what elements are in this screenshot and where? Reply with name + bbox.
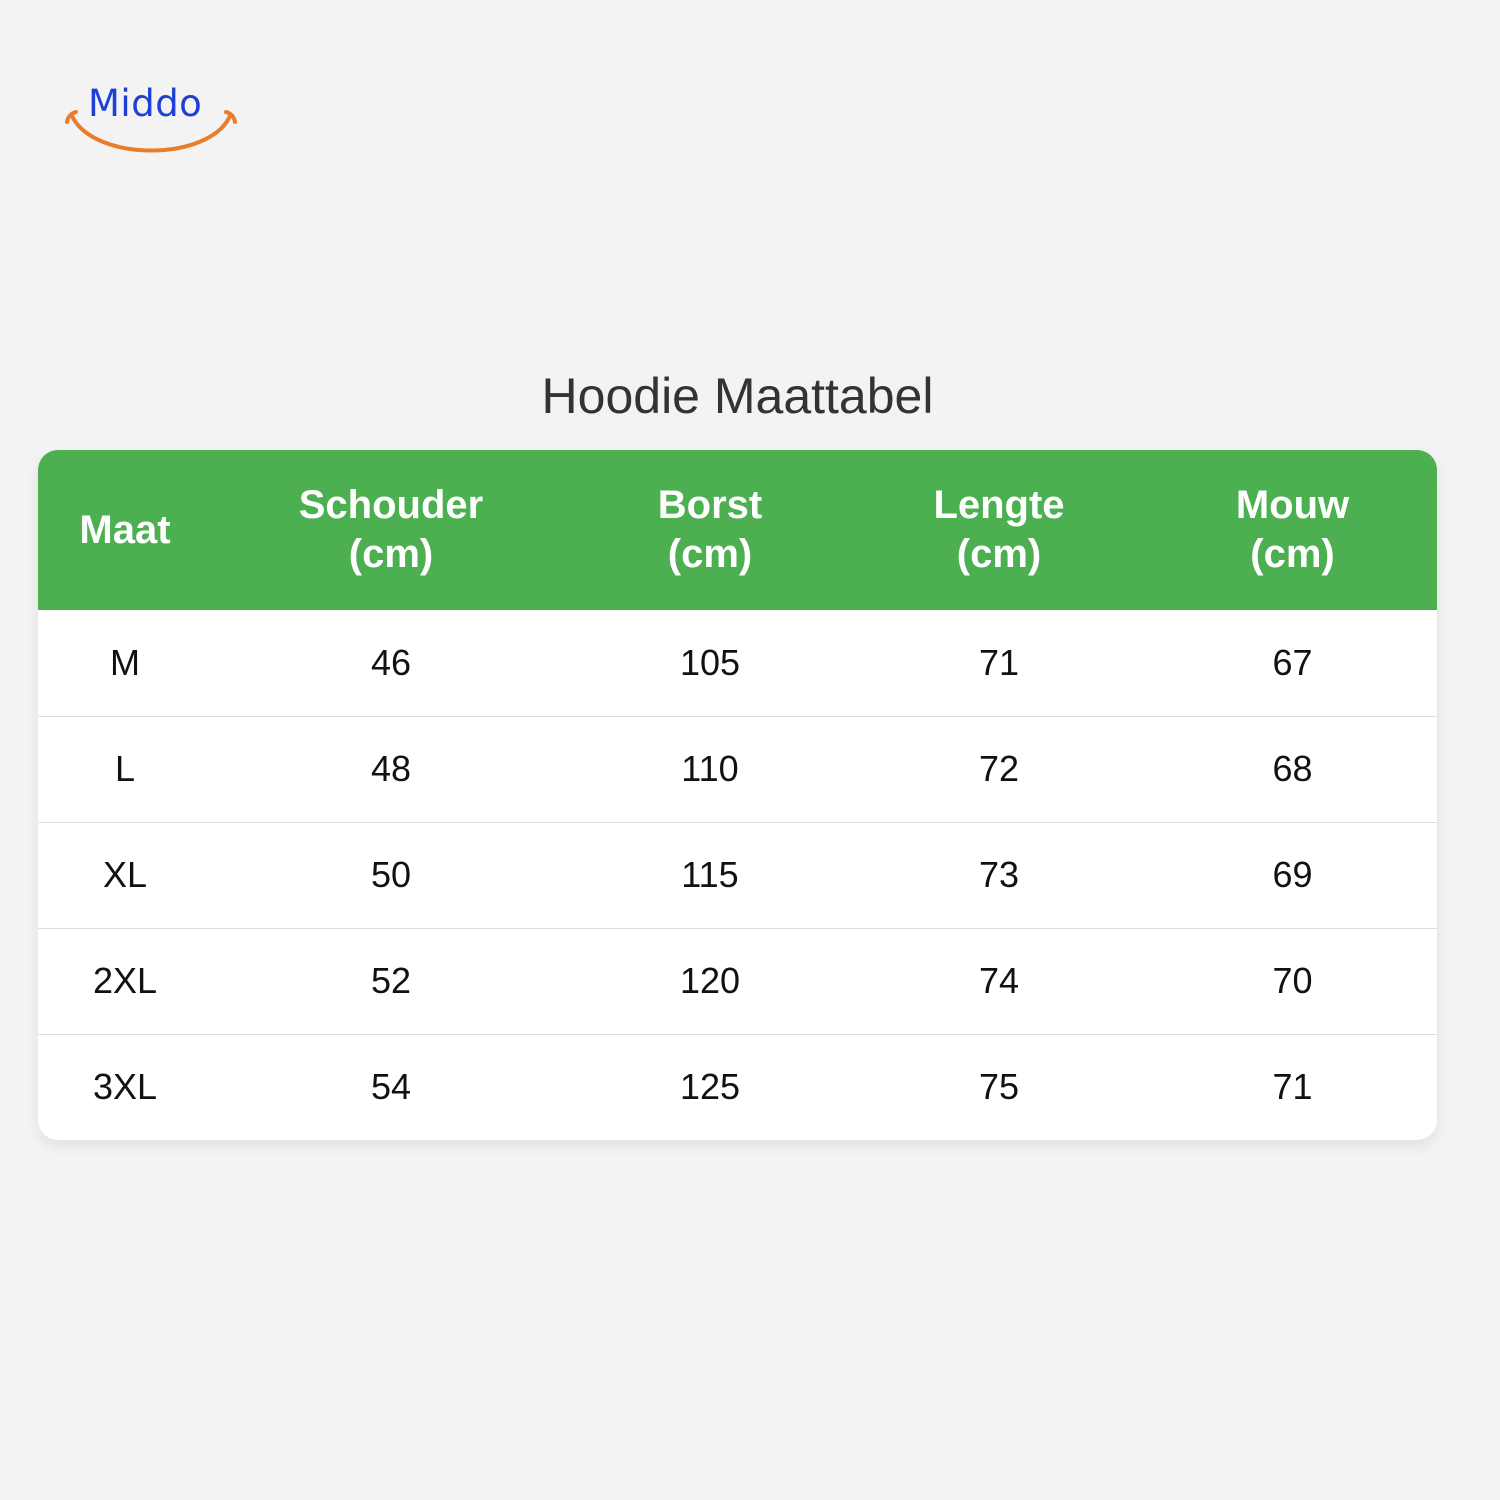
header-borst-unit: (cm) xyxy=(667,532,753,576)
cell-maat: 3XL xyxy=(92,1066,158,1108)
middo-logo xyxy=(64,80,239,160)
table-row xyxy=(38,610,1437,716)
header-schouder-unit: (cm) xyxy=(348,532,434,576)
cell-lengte: 73 xyxy=(978,854,1020,895)
header-borst xyxy=(570,450,850,610)
cell-borst: 105 xyxy=(679,641,741,683)
cell-borst: 110 xyxy=(681,748,739,789)
size-table-card xyxy=(38,450,1437,1140)
cell-borst: 125 xyxy=(679,1066,741,1108)
header-mouw xyxy=(1148,450,1437,610)
cell-borst: 120 xyxy=(679,960,741,1001)
header-borst-label: Borst xyxy=(657,483,763,527)
cell-schouder: 46 xyxy=(370,641,412,683)
cell-mouw: 69 xyxy=(1272,854,1313,895)
cell-lengte: 71 xyxy=(978,641,1020,683)
table-body xyxy=(38,610,1437,1140)
cell-maat: XL xyxy=(102,854,148,895)
header-mouw-unit: (cm) xyxy=(1250,532,1335,576)
cell-maat: M xyxy=(110,641,140,683)
table-row xyxy=(38,822,1437,928)
table-header xyxy=(38,450,1437,610)
cell-mouw: 67 xyxy=(1272,641,1313,683)
page-title: Hoodie Maattabel xyxy=(541,368,934,424)
cell-mouw: 68 xyxy=(1272,748,1313,789)
header-row xyxy=(38,450,1437,610)
table-row xyxy=(38,716,1437,822)
header-maat-label: Maat xyxy=(79,507,171,552)
header-lengte xyxy=(850,450,1148,610)
logo-text: Middo xyxy=(88,82,203,125)
cell-lengte: 75 xyxy=(978,1066,1020,1108)
header-schouder-label: Schouder xyxy=(298,483,484,527)
cell-borst: 115 xyxy=(681,854,739,895)
size-table xyxy=(38,450,1437,1140)
cell-schouder: 48 xyxy=(370,748,412,789)
cell-mouw: 71 xyxy=(1272,1066,1313,1108)
cell-schouder: 52 xyxy=(370,960,412,1001)
cell-maat: 2XL xyxy=(92,960,158,1001)
cell-lengte: 74 xyxy=(978,960,1020,1001)
header-mouw-label: Mouw xyxy=(1235,483,1350,527)
header-lengte-unit: (cm) xyxy=(956,532,1042,576)
cell-mouw: 70 xyxy=(1272,960,1313,1001)
cell-schouder: 54 xyxy=(370,1066,412,1108)
table-row xyxy=(38,1034,1437,1140)
header-schouder xyxy=(212,450,570,610)
header-lengte-label: Lengte xyxy=(933,483,1065,527)
cell-maat: L xyxy=(114,748,136,789)
cell-lengte: 72 xyxy=(978,748,1020,789)
cell-schouder: 50 xyxy=(370,854,412,895)
header-maat xyxy=(38,450,212,610)
table-row xyxy=(38,928,1437,1034)
